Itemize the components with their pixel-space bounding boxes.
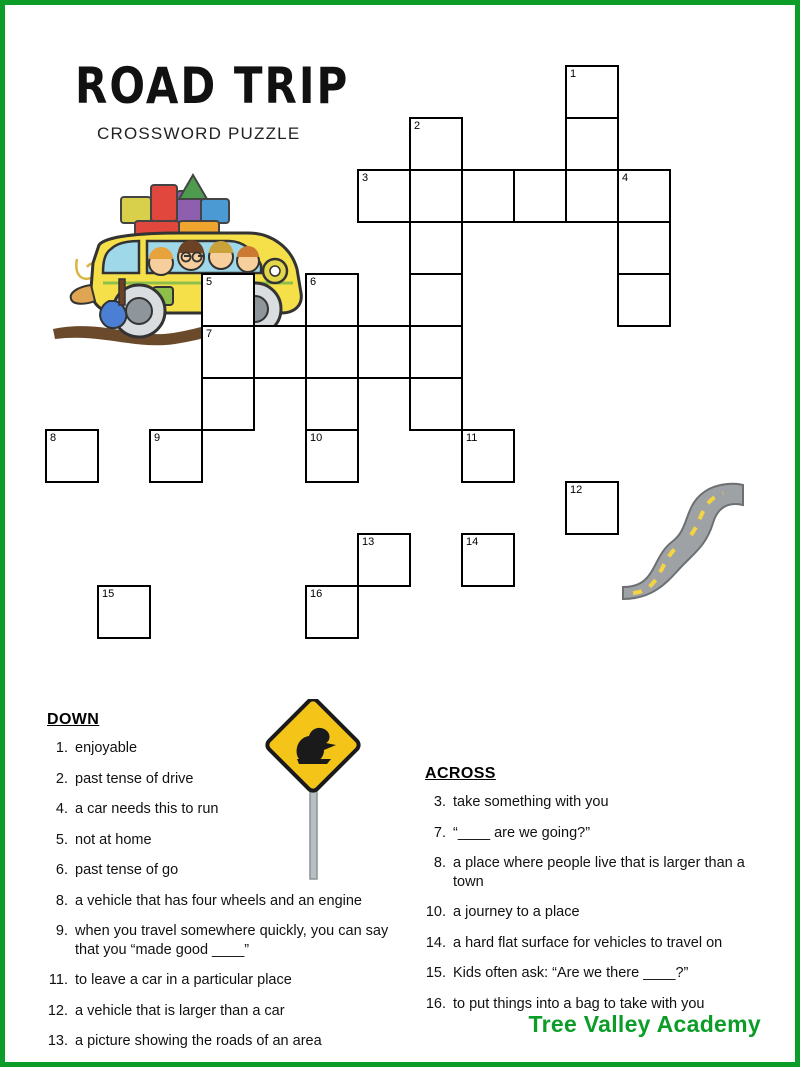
down-clue-text: to leave a car in a particular place bbox=[75, 972, 292, 989]
grid-cell[interactable] bbox=[565, 169, 619, 223]
across-clue-item bbox=[425, 903, 775, 922]
across-clue-item bbox=[425, 854, 775, 891]
grid-cell-numbered[interactable] bbox=[305, 273, 359, 327]
grid-cell-numbered[interactable] bbox=[149, 429, 203, 483]
grid-cell-numbered[interactable] bbox=[305, 429, 359, 483]
grid-cell-number: 3 bbox=[362, 172, 369, 184]
down-clue-text: not at home bbox=[75, 831, 152, 848]
grid-cell-numbered[interactable] bbox=[461, 429, 515, 483]
down-clue-number: 13. bbox=[47, 1033, 68, 1050]
down-clue-item bbox=[47, 1032, 407, 1051]
down-clue-number: 5. bbox=[55, 831, 68, 848]
grid-cell-numbered[interactable] bbox=[357, 533, 411, 587]
across-heading: ACROSS bbox=[425, 765, 496, 782]
across-clue-number: 15. bbox=[425, 965, 446, 982]
down-clue-item bbox=[47, 922, 407, 959]
grid-cell-number: 2 bbox=[414, 120, 421, 132]
down-clue-text: a vehicle that is larger than a car bbox=[75, 1002, 285, 1019]
grid-cell-number: 7 bbox=[206, 328, 213, 340]
grid-cell-number: 12 bbox=[570, 484, 583, 496]
brand-logo-text: Tree Valley Academy bbox=[528, 1011, 761, 1037]
grid-cell[interactable] bbox=[409, 273, 463, 327]
down-clue-text: when you travel somewhere quickly, you can say that you “made good ____” bbox=[75, 923, 389, 958]
across-clue-text: Kids often ask: “Are we there ____?” bbox=[453, 965, 689, 982]
across-clue-item bbox=[425, 964, 775, 983]
down-clue-number: 8. bbox=[55, 892, 68, 909]
across-clue-number: 8. bbox=[433, 855, 446, 872]
grid-cell-number: 10 bbox=[310, 432, 323, 444]
down-clue-item bbox=[47, 892, 407, 911]
grid-cell-numbered[interactable] bbox=[45, 429, 99, 483]
grid-cell-numbered[interactable] bbox=[357, 169, 411, 223]
down-clue-text: past tense of go bbox=[75, 862, 179, 879]
grid-cell-number: 5 bbox=[206, 276, 213, 288]
grid-cell-number: 16 bbox=[310, 588, 323, 600]
down-clue-item bbox=[47, 971, 407, 990]
down-clue-number: 12. bbox=[47, 1002, 68, 1019]
grid-cell[interactable] bbox=[565, 117, 619, 171]
across-clue-list bbox=[425, 793, 775, 1013]
down-clue-number: 11. bbox=[48, 972, 68, 989]
across-clue-text: a place where people live that is larger than a town bbox=[453, 855, 745, 890]
grid-cell[interactable] bbox=[305, 377, 359, 431]
across-clue-item bbox=[425, 824, 775, 843]
down-clue-item bbox=[47, 1002, 407, 1021]
across-clue-text: to put things into a bag to take with you bbox=[453, 995, 705, 1012]
grid-cell-numbered[interactable] bbox=[565, 481, 619, 535]
grid-cell[interactable] bbox=[513, 169, 567, 223]
down-clue-text: a picture showing the roads of an area bbox=[75, 1033, 322, 1050]
across-clue-number: 14. bbox=[425, 934, 446, 951]
across-clue-number: 3. bbox=[433, 794, 446, 810]
down-clue-text: a vehicle that has four wheels and an engine bbox=[75, 892, 362, 909]
down-clue-number: 2. bbox=[55, 770, 68, 787]
down-clue-text: past tense of drive bbox=[75, 770, 194, 787]
grid-cell[interactable] bbox=[461, 169, 515, 223]
grid-cell[interactable] bbox=[201, 377, 255, 431]
across-clue-text: a hard flat surface for vehicles to travel on bbox=[453, 934, 723, 951]
grid-cell-numbered[interactable] bbox=[565, 65, 619, 119]
grid-cell-number: 8 bbox=[50, 432, 57, 444]
down-clue-item bbox=[47, 800, 407, 819]
down-clue-item bbox=[47, 831, 407, 850]
grid-cell-number: 6 bbox=[310, 276, 317, 288]
grid-cell[interactable] bbox=[409, 169, 463, 223]
down-clue-item bbox=[47, 861, 407, 880]
across-clue-text: a journey to a place bbox=[453, 904, 580, 921]
down-clue-text: enjoyable bbox=[75, 740, 138, 756]
grid-cell-numbered[interactable] bbox=[617, 169, 671, 223]
grid-cell[interactable] bbox=[409, 325, 463, 379]
across-clue-text: take something with you bbox=[453, 794, 609, 810]
down-clue-number: 4. bbox=[55, 801, 68, 818]
down-heading: DOWN bbox=[47, 711, 100, 728]
grid-cell-number: 15 bbox=[102, 588, 115, 600]
grid-cell-numbered[interactable] bbox=[201, 325, 255, 379]
across-clue-number: 7. bbox=[433, 824, 446, 841]
grid-cell[interactable] bbox=[357, 325, 411, 379]
grid-cell-numbered[interactable] bbox=[461, 533, 515, 587]
down-clue-number: 6. bbox=[55, 862, 68, 879]
down-clues-block bbox=[47, 711, 407, 1063]
grid-cell-numbered[interactable] bbox=[305, 585, 359, 639]
grid-cell-numbered[interactable] bbox=[97, 585, 151, 639]
grid-cell-number: 14 bbox=[466, 536, 479, 548]
grid-cell-number: 4 bbox=[622, 172, 629, 184]
page-subtitle: CROSSWORD PUZZLE bbox=[97, 124, 301, 143]
grid-cell[interactable] bbox=[305, 325, 359, 379]
grid-cell-numbered[interactable] bbox=[201, 273, 255, 327]
down-clue-number: 9. bbox=[55, 923, 68, 940]
across-clue-number: 16. bbox=[425, 995, 446, 1012]
across-clues-block bbox=[425, 765, 775, 1025]
grid-cell-number: 11 bbox=[466, 432, 478, 444]
grid-cell[interactable] bbox=[253, 325, 307, 379]
grid-cell-number: 1 bbox=[570, 68, 577, 80]
across-clue-item bbox=[425, 793, 775, 812]
crossword-grid[interactable] bbox=[45, 65, 765, 745]
down-clue-item bbox=[47, 770, 407, 789]
across-clue-number: 10. bbox=[425, 904, 446, 921]
down-clue-list bbox=[47, 739, 407, 1051]
grid-cell[interactable] bbox=[617, 221, 671, 275]
grid-cell-numbered[interactable] bbox=[409, 117, 463, 171]
down-clue-item bbox=[47, 739, 407, 758]
grid-cell-number: 9 bbox=[154, 432, 161, 444]
across-clue-item bbox=[425, 934, 775, 953]
down-clue-text: a car needs this to run bbox=[75, 801, 219, 818]
grid-cell[interactable] bbox=[409, 377, 463, 431]
grid-cell[interactable] bbox=[409, 221, 463, 275]
grid-cell[interactable] bbox=[617, 273, 671, 327]
across-clue-text: “____ are we going?” bbox=[453, 824, 591, 841]
page-title: ROAD TRIP bbox=[75, 57, 350, 115]
down-clue-number: 1. bbox=[55, 740, 68, 756]
grid-cell-number: 13 bbox=[362, 536, 375, 548]
